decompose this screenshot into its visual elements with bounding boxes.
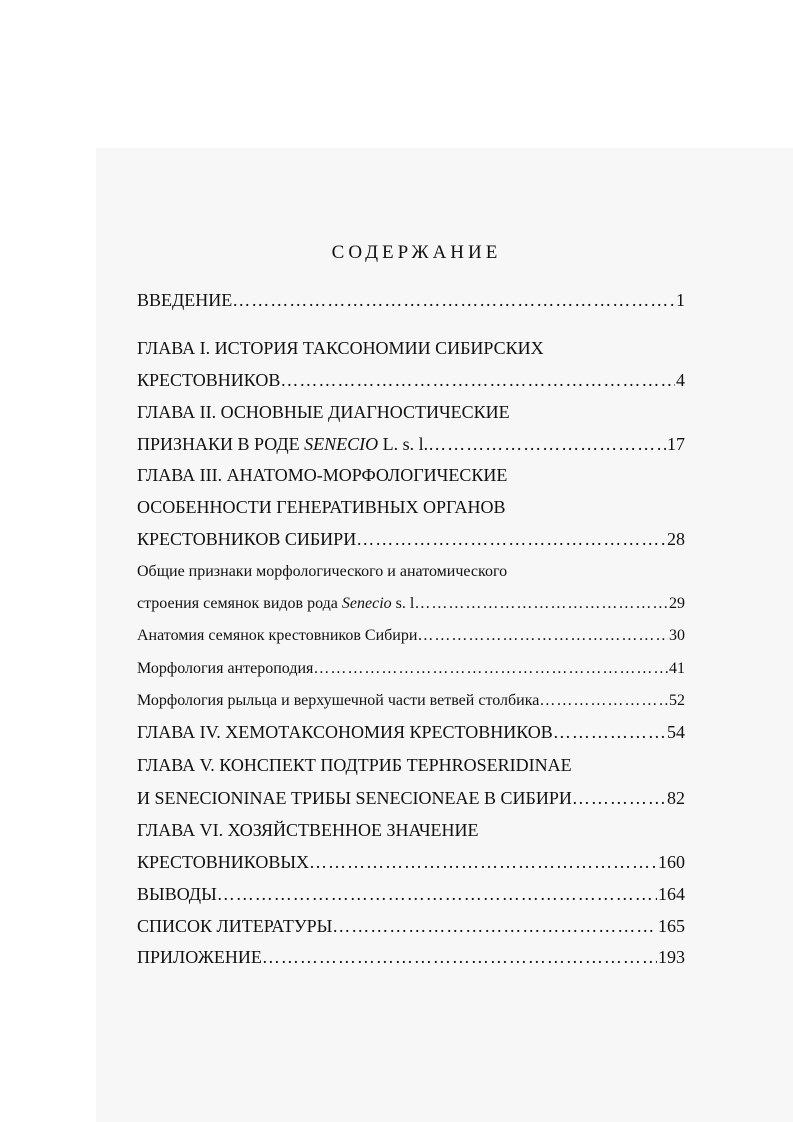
toc-entry-label-pre: ПРИЗНАКИ В РОДЕ: [137, 434, 300, 454]
toc-entry-label: КРЕСТОВНИКОВЫХ: [137, 852, 310, 872]
toc-entry-page: 82: [667, 788, 685, 808]
toc-entry-page: 1: [676, 290, 685, 310]
toc-entry-label: ГЛАВА IV. ХЕМОТАКСОНОМИЯ КРЕСТОВНИКОВ: [137, 722, 553, 742]
toc-entry-section-1: [137, 592, 685, 616]
toc-entry-chapter-3-line-2: [137, 495, 505, 519]
toc-entry-section-1-line-1: [137, 560, 507, 584]
toc-entry-chapter-1-line-1: [137, 336, 544, 360]
toc-entry-label: [137, 432, 428, 456]
toc-entry-page: 165: [658, 916, 685, 936]
toc-entry-chapter-4: [137, 720, 685, 744]
toc-entry-label-italic: SENECIO: [304, 434, 379, 454]
toc-entry-page: 41: [669, 660, 685, 677]
toc-entry-page: 30: [669, 627, 685, 644]
toc-entry-label-italic: Senecio: [341, 595, 392, 612]
toc-entry-page: 193: [658, 947, 685, 967]
toc-entry-label: Анатомия семянок крестовников Сибири: [137, 627, 418, 644]
toc-leader-dots: [232, 288, 675, 312]
toc-entry-label: ВВЕДЕНИЕ: [137, 290, 233, 310]
toc-entry-conclusions: [137, 882, 685, 906]
toc-leader-dots: [309, 850, 657, 874]
toc-entry-page: 28: [667, 529, 685, 549]
toc-entry-label: ГЛАВА I. ИСТОРИЯ ТАКСОНОМИИ СИБИРСКИХ: [137, 338, 544, 358]
toc-entry-references: [137, 914, 685, 938]
toc-leader-dots: [356, 527, 666, 551]
toc-entry-label: Морфология рыльца и верхушечной части ветвей столбика: [137, 692, 540, 709]
toc-entry-label: ГЛАВА II. ОСНОВНЫЕ ДИАГНОСТИЧЕСКИЕ: [137, 402, 510, 422]
toc-entry-label: Общие признаки морфологического и анатомического: [137, 563, 508, 580]
toc-entry-chapter-6: [137, 850, 685, 874]
toc-leader-dots: [414, 592, 668, 616]
toc-entry-chapter-5: [137, 786, 685, 810]
toc-entry-page: 17: [667, 434, 685, 454]
toc-leader-dots: [313, 657, 668, 681]
toc-entry-page: 52: [669, 692, 685, 709]
toc-entry-label: КРЕСТОВНИКОВ: [137, 370, 281, 390]
toc-leader-dots: [572, 786, 666, 810]
toc-entry-label: ОСОБЕННОСТИ ГЕНЕРАТИВНЫХ ОРГАНОВ: [137, 497, 506, 517]
toc-entry-label: ПРИЛОЖЕНИЕ: [137, 947, 262, 967]
toc-entry-label: Морфология антероподия: [137, 660, 314, 677]
toc-leader-dots: [428, 432, 666, 456]
toc-entry-label: СПИСОК ЛИТЕРАТУРЫ: [137, 916, 333, 936]
toc-leader-dots: [280, 368, 675, 392]
toc-entry-label: КРЕСТОВНИКОВ СИБИРИ: [137, 529, 357, 549]
toc-entry-appendix: [137, 945, 685, 969]
toc-entry-chapter-6-line-1: [137, 818, 479, 842]
toc-entry-chapter-5-line-1: [137, 753, 572, 777]
toc-entry-page: 160: [658, 852, 685, 872]
toc-entry-label: ГЛАВА V. КОНСПЕКТ ПОДТРИБ TEPHROSERIDINAE: [137, 755, 572, 775]
toc-leader-dots: [417, 624, 668, 648]
toc-leader-dots: [332, 914, 657, 938]
toc-entry-chapter-3-line-1: [137, 463, 507, 487]
toc-entry-label: ГЛАВА III. АНАТОМО-МОРФОЛОГИЧЕСКИЕ: [137, 465, 508, 485]
toc-entry-chapter-1: [137, 368, 685, 392]
toc-entry-chapter-2-line-1: [137, 400, 510, 424]
toc-entry-page: 54: [667, 722, 685, 742]
toc-entry-label: [137, 592, 414, 616]
toc-entry-label-pre: строения семянок видов рода: [137, 595, 338, 612]
toc-entry-section-3: [137, 657, 685, 681]
toc-entry-chapter-3: [137, 527, 685, 551]
toc-title: СОДЕРЖАНИЕ: [331, 242, 502, 263]
toc-entry-page: 29: [669, 595, 685, 612]
toc-entry-label: И SENECIONINAE ТРИБЫ SENECIONEAE В СИБИРИ: [137, 788, 572, 808]
toc-leader-dots: [262, 945, 657, 969]
toc-entry-label-post: s. l: [395, 595, 415, 612]
toc-entry-page: 164: [658, 884, 685, 904]
toc-entry-section-2: [137, 624, 685, 648]
toc-entry-label: ВЫВОДЫ: [137, 884, 217, 904]
toc-leader-dots: [553, 720, 666, 744]
toc-entry-chapter-2: [137, 432, 685, 456]
toc-entry-page: 4: [676, 370, 685, 390]
toc-entry-label-post: L. s. l.: [382, 434, 429, 454]
toc-entry-section-4: [137, 689, 685, 713]
toc-entry-label: ГЛАВА VI. ХОЗЯЙСТВЕННОЕ ЗНАЧЕНИЕ: [137, 820, 479, 840]
toc-leader-dots: [217, 882, 657, 906]
toc-entry-introduction: [137, 288, 685, 312]
toc-leader-dots: [539, 689, 668, 713]
